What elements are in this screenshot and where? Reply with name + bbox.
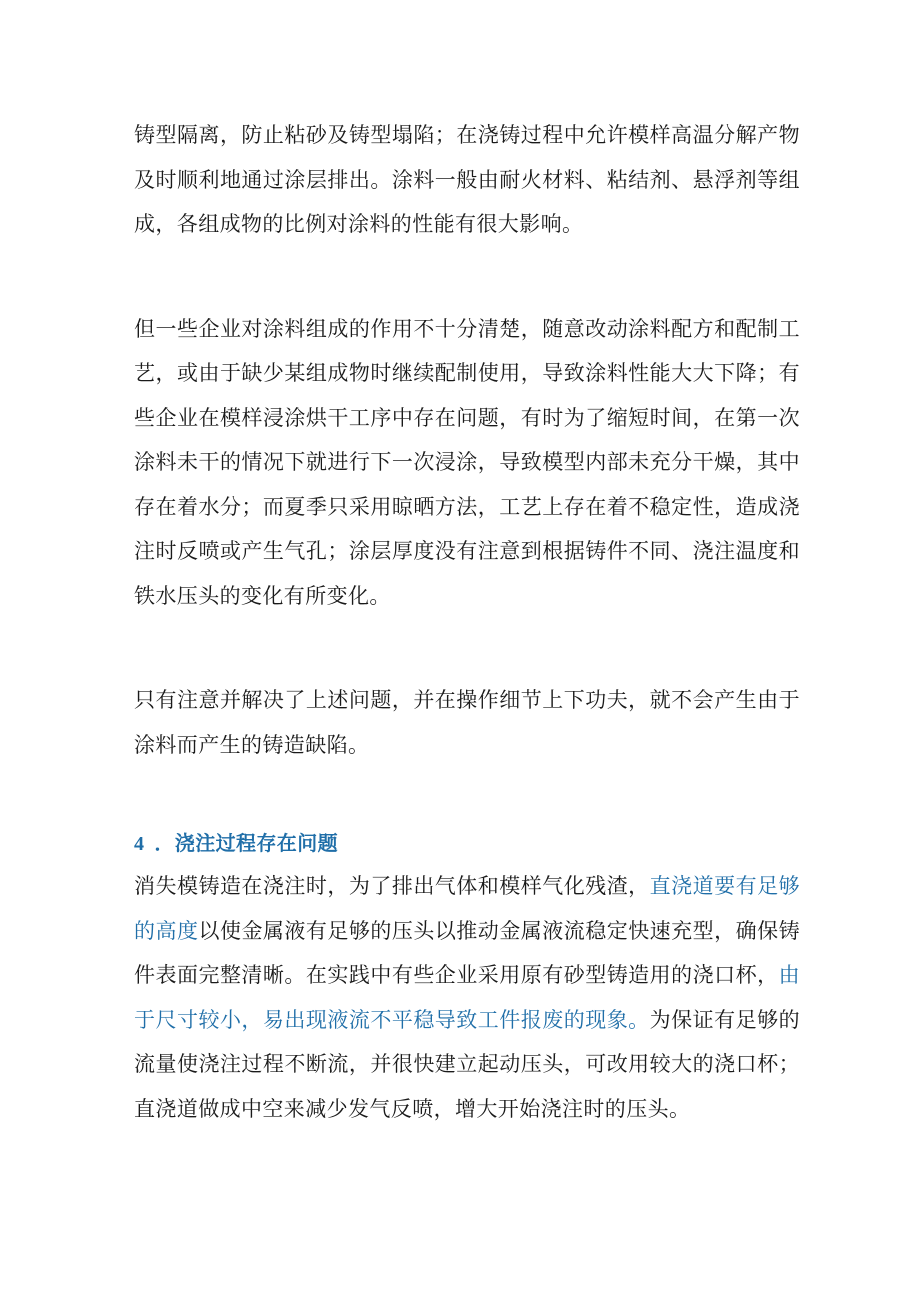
paragraph-spacer — [134, 618, 800, 678]
paragraph-coating-problems: 但一些企业对涂料组成的作用不十分清楚，随意改动涂料配方和配制工艺，或由于缺少某组成物时继续配制使用，导致涂料性能大大下降；有些企业在模样浸涂烘干工序中存在问题，有时为了缩短时间，在第一次涂料未干的情况下就进行下一次浸涂，导致模型内部未充分干燥，其中存在着水分；而夏季只采用晾晒方法，工艺上存在着不稳定性，造成浇注时反喷或产生气孔；涂层厚度没有注意到根据铸件不同、浇注温度和铁水压头的变化有所变化。 — [134, 316, 800, 608]
paragraph-spacer — [134, 767, 800, 823]
pouring-text-1: 消失模铸造在浇注时，为了排出气体和模样气化残渣， — [134, 874, 650, 898]
section-number: 4 — [134, 833, 145, 855]
paragraph-spacer — [134, 247, 800, 307]
highlight-sprue-height: 直浇道要有足够的高度 — [134, 874, 800, 943]
paragraph-pouring-process — [134, 864, 800, 1131]
paragraph-coating-solution: 只有注意并解决了上述问题，并在操作细节上下功夫，就不会产生由于涂料而产生的铸造缺陷。 — [134, 688, 800, 757]
pouring-text-2: 以使金属液有足够的压头以推动金属液流稳定快速充型，确保铸件表面完整清晰。在实践中有些企业采用原有砂型铸造用的浇口杯， — [134, 918, 801, 987]
highlight-small-cup-defect: 由于尺寸较小，易出现液流不平稳导致工件报废的现象。 — [134, 963, 800, 1032]
pouring-text-3: 为保证有足够的流量使浇注过程不断流，并很快建立起动压头，可改用较大的浇口杯；直浇道做成中空来减少发气反喷，增大开始浇注时的压头。 — [134, 1007, 800, 1121]
section-title: ．浇注过程存在问题 — [154, 831, 339, 855]
section-heading — [134, 823, 800, 864]
paragraph-coating-function: 铸型隔离，防止粘砂及铸型塌陷；在浇铸过程中允许模样高温分解产物及时顺利地通过涂层排出。涂料一般由耐火材料、粘结剂、悬浮剂等组成，各组成物的比例对涂料的性能有很大影响。 — [134, 123, 800, 236]
